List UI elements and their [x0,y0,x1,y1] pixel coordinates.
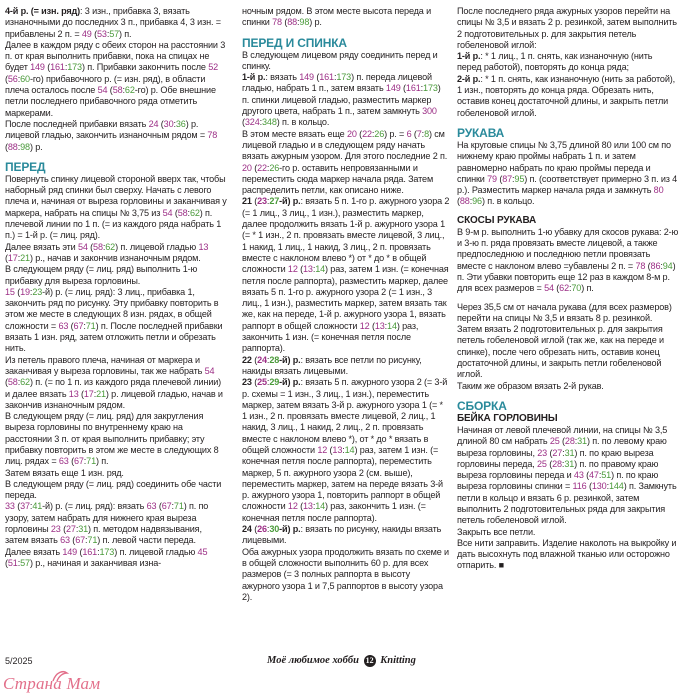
paragraph: Все нити заправить. Изделие наколоть на выкройку и дать высохнуть под влажной тканью или осторожно отпарить. ■ [457,537,677,571]
paragraph: В этом месте вязать еще 20 (22:26) р. = 6 (7:8) см лицевой гладью и в следующем ряду начать вязать ажурным узором. Для этого последние 2 п. 20 (22:26-го р. оставить непровязанными и переместить сюда маркер начала ряда. Затем распределить петли, как описано ниже. [242,128,448,196]
section-heading-front: ПЕРЕД [5,159,46,174]
paragraph: На круговые спицы № 3,75 длиной 80 или 100 см по нижнему краю проймы набрать 1 п. и затем равномерно набрать по краю проймы переда и спинки 79 (87:95) п. (соответствует примерно 3 п. из 4 р.). Разместить маркер начала ряда и замкнуть 80 (88:96) п. в кольцо. [457,139,678,207]
paragraph: Закрыть все петли. [457,526,536,537]
watermark-swirl-icon [51,670,69,683]
paragraph: В 9-м р. выполнить 1-ю убавку для скосов рукава: 2-ю и 3-ю п. ряда провязать вместе лицевой, а также предпоследнюю и последнюю петли провязать вместе с наклоном влево =убавлены 2 п. = 78 (86:94) п. Эти убавки повторить еще 12 раз в каждом 8-м р. для всех размеров = 54 (62:70) п. [457,226,679,294]
paragraph: Начиная от левой плечевой линии, на спицы № 3,5 длиной 80 см набрать 25 (28:31) п. по левому краю выреза горловины, 23 (27:31) п. по краю выреза горловины переда, 25 (28:31) п. по правому краю выреза горловины переда и 43 (47:51) п. по краю выреза горловины спинки = 116 (130:144) п. Замкнуть петли в кольцо и вязать 6 р. резинкой, затем выполнить 2 подготовительных ряда для закрытия петель гобеленовой иглой. [457,424,677,526]
paragraph: Далее в каждом ряду с обеих сторон на расстоянии 3 п. от края выполнить прибавки, пока на спицах не будет 149 (161:173) п. Прибавки закончить после 52 (56:60-го) прибавочного р. (= изн. ряд), в области плеча осталось после 54 (58:62-го) р. Обе внешние петли последнего прибавочного ряда отметить маркерами. [5,39,226,118]
paragraph: В следующем ряду (= лиц. ряд) выполнить 1-ю прибавку для выреза горловины. [5,264,198,286]
issue-number-badge: 12 [365,656,374,665]
paragraph: 15 (19:23-й) р. (= лиц. ряд): 3 лиц., прибавка 1, закончить ряд по рисунку. Эту прибавку повторить в этом же месте в следующих 8 изн. рядах, в общей сложности = 63 (67:71) п. После последней прибавки вязать 1 изн. ряд, затем отложить петли и обрезать нить. [5,286,223,354]
column-right [457,6,679,572]
paragraph: В следующем лицевом ряду соединить перед и спинку. [242,49,438,71]
watermark [3,674,100,694]
subheading-neck-band: БЕЙКА ГОРЛОВИНЫ [457,412,558,424]
column-middle [242,6,450,603]
paragraph: Затем вязать 2 подготовительных р. для закрытия петель гобеленовой иглой (так же, как на переде и спинке), после чего обрезать нить, оставив конец достаточной длины, и закрыть петли гобеленовой иглой. [457,324,664,380]
paragraph: 33 (37:41-й) р. (= лиц. ряд): вязать 63 (67:71) п. по узору, затем набрать для нижнего края выреза горловины 23 (27:31) п. методом надвязывания, затем вязать 63 (67:71) п. левой части переда. [5,501,209,546]
paragraph: 4-й р. (= изн. ряд): 3 изн., прибавка 3, вязать изнаночными до последних 3 п., прибавка 4, 3 изн. = прибавлены 2 п. = 49 (53:57) п. [5,6,221,39]
paragraph: Далее вязать 149 (161:173) п. лицевой гладью 45 (51:57) р., начиная и заканчивая изна- [5,546,208,568]
paragraph: Оба ажурных узора продолжить вязать по схеме и в общей сложности выполнить 60 р. для всех размеров (= 3 полных раппорта в высоту ажурного узора 1 и 7,5 раппортов в высоту узора 2). [242,546,449,602]
paragraph: После последней прибавки вязать 24 (30:36) р. лицевой гладью, закончить изнаночным рядом = 78 (88:98) р. [5,118,218,152]
paragraph: 23 (25:29-й) р.: вязать 5 п. ажурного узора 2 (= 3-й р. схемы = 1 изн., 3 лиц., 1 изн.), переместить маркер, затем вязать 3-й р. ажурного узора 1 (= * 1 изн., 2 п. провязать вместе лицевой, 2 лиц., 1 накид, 3 лиц., 1 накид, 2 лиц., 2 п. провязать вместе с наклоном влево *), от * до * вязать в общей сложности 12 (13:14) раз, затем 1 изн. (= конечная петля после раппорта), переместить маркер, 5 п. ажурного узора 2 (см. выше), переместить маркер, затем на переде вязать 3-й р. ажурного узора 1, повторить раппорт в общей сложности 12 (13:14) раз, закончить 1 изн. (= конечная петля после раппорта). [242,377,448,523]
paragraph: 2-й р.: * 1 п. снять, как изнаночную (нить за работой), 1 изн., повторять до конца ряда. Обрезать нить, оставив конец достаточной длины, и закрыть петли гобеленовой иглой. [457,73,676,118]
paragraph: В следующем ряду (= лиц. ряд) для закругления выреза горловины по внутреннему краю на расстоянии 3 п. от края выполнить прибавку; эту прибавку повторить в этом же месте в следующих 8 лиц. рядах = 63 (67:71) п. [5,411,219,467]
section-heading-sleeves: РУКАВА [457,125,505,140]
paragraph: ночным рядом. В этом месте высота переда и спинки 78 (88:98) р. [242,6,432,28]
page-footer [0,652,683,700]
magazine-name: Моё любимое хобби [267,655,360,666]
paragraph: 24 (26:30-й) р.: вязать по рисунку, накиды вязать лицевыми. [242,524,442,546]
paragraph: 1-й р.: вязать 149 (161:173) п. переда лицевой гладью, набрать 1 п., затем вязать 149 (161:173) п. спинки лицевой гладью, разместить маркер другого цвета, набрать 1 п., затем замкнуть 300 (324:348) п. в кольцо. [242,72,441,128]
paragraph: Из петель правого плеча, начиная от маркера и заканчивая у выреза горловины, так же набрать 54 (58:62) п. (= по 1 п. из каждого ряда плечевой линии) и далее вязать 13 (17:21) р. лицевой гладью, начав и закончив изнаночным рядом. [5,354,223,410]
paragraph: Повернуть спинку лицевой стороной вверх так, чтобы наборный ряд спинки был сверху. Начать с левого плеча и, начиная от выреза горловины и заканчивая у маркера, набрать на спицы № 3,75 из 54 (58:62) п. плечевой линии по 1 п. (= из каждого ряда набрать 1 п.) = 1-й р. (= лиц. ряд). [5,173,227,241]
section-heading-front-and-back: ПЕРЕД И СПИНКА [242,35,347,50]
knitting-label: Knitting [380,655,416,666]
paragraph: 1-й р.: * 1 лиц., 1 п. снять, как изнаночную (нить перед работой), повторять до конца ряда; [457,51,653,73]
column-left [5,6,227,569]
section-heading-assembly: СБОРКА [457,398,507,413]
paragraph: Далее вязать эти 54 (58:62) п. лицевой гладью 13 (17:21) р., начав и закончив изнаночным рядом. [5,241,209,263]
page-number: 5/2025 [5,656,33,666]
watermark-text: Страна Мам [3,674,101,693]
paragraph: 21 (23:27-й) р.: вязать 5 п. 1-го р. ажурного узора 2 (= 1 лиц., 3 лиц., 1 изн.), разместить маркер, далее продолжить вязать 1-й р. ажурного узора 1 (= * 1 изн., 2 п. провязать вместе лицевой, 3 лиц., 1 накид, 1 лиц., 1 накид, 3 лиц., 2 п. провязать вместе с наклоном влево *) от * до * в общей сложности 12 (13:14) раз, затем 1 изн. (= конечная петля после раппорта), разместить маркер, далее вязать 5 п. 1-го р. ажурного узора 2 (= 1 изн., 3 лиц., 1 изн.), разместить маркер, затем вязать так же, как на переде, 1-й р. ажурного узора 1, вязать раппорт в общей сложности 12 (13:14) раз, закончить 1 изн. (= конечная петля после раппорта). [242,196,450,354]
paragraph: 22 (24:28-й) р.: вязать все петли по рисунку, накиды вязать лицевыми. [242,354,422,376]
paragraph: После последнего ряда ажурных узоров перейти на спицы № 3,5 и вязать 2 р. резинкой, затем выполнить 2 подготовительных р. для закрытия петель гобеленовой иглой: [457,6,677,50]
magazine-title [267,655,416,667]
paragraph: В следующем ряду (= лиц. ряд) соединить обе части переда. [5,478,222,501]
paragraph: Таким же образом вязать 2-й рукав. [457,380,604,391]
subheading-sleeve-bevels: СКОСЫ РУКАВА [457,214,537,226]
paragraph: Через 35,5 см от начала рукава (для всех размеров) перейти на спицы № 3,5 и вязать 8 р. резинкой. [457,301,672,323]
paragraph: Затем вязать еще 1 изн. ряд. [5,467,124,478]
